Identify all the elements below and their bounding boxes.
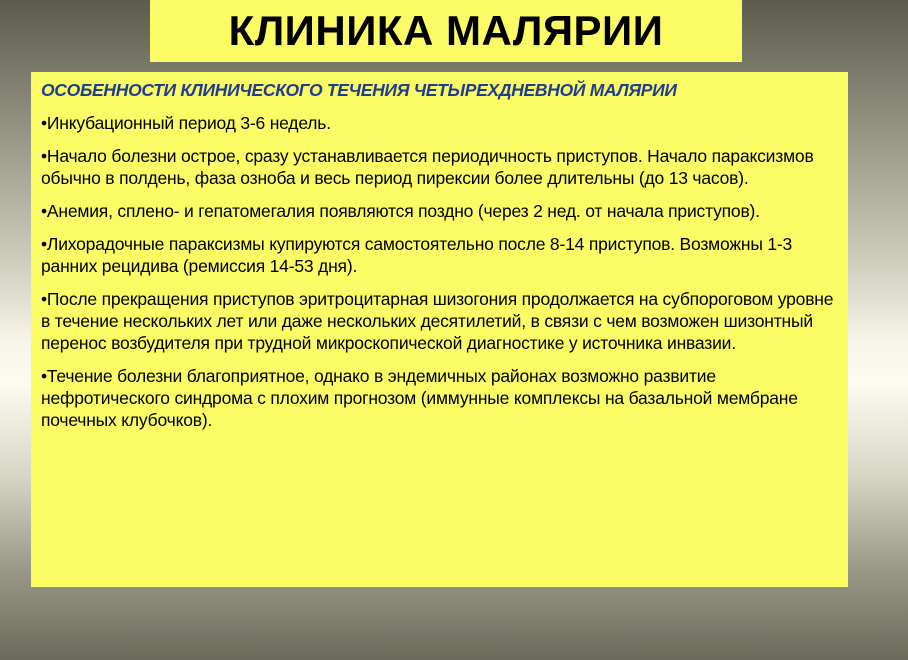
paragraph-onset: •Начало болезни острое, сразу устанавливается периодичность приступов. Начало параксизмов обычно в полдень, фаза озноба и весь период пирексии более длительны (до 13 часов).: [41, 146, 814, 188]
slide-title-box: [150, 0, 742, 62]
paragraph-course: •Течение болезни благоприятное, однако в эндемичных районах возможно развитие нефротического синдрома с плохим прогнозом (иммунные комплексы на базальной мембране почечных клубочков).: [41, 366, 798, 430]
paragraph-paroxysms: •Лихорадочные параксизмы купируются самостоятельно после 8-14 приступов. Возможны 1-3 ранних рецидива (ремиссия 14-53 дня).: [41, 234, 793, 276]
slide-title: КЛИНИКА МАЛЯРИИ: [228, 7, 664, 54]
paragraph-incubation: •Инкубационный период 3-6 недель.: [41, 113, 331, 133]
paragraph-schizogony: •После прекращения приступов эритроцитарная шизогония продолжается на субпороговом уровне в течение нескольких лет или даже нескольких десятилетий, в связи с чем возможен шизонтный перенос возбудителя при трудной микроскопической диагностике у источника инвазии.: [41, 289, 834, 353]
section-subtitle: ОСОБЕННОСТИ КЛИНИЧЕСКОГО ТЕЧЕНИЯ ЧЕТЫРЕХДНЕВНОЙ МАЛЯРИИ: [41, 80, 677, 100]
paragraph-anemia: •Анемия, сплено- и гепатомегалия появляются поздно (через 2 нед. от начала приступов).: [41, 201, 760, 221]
content-panel: [31, 72, 848, 587]
